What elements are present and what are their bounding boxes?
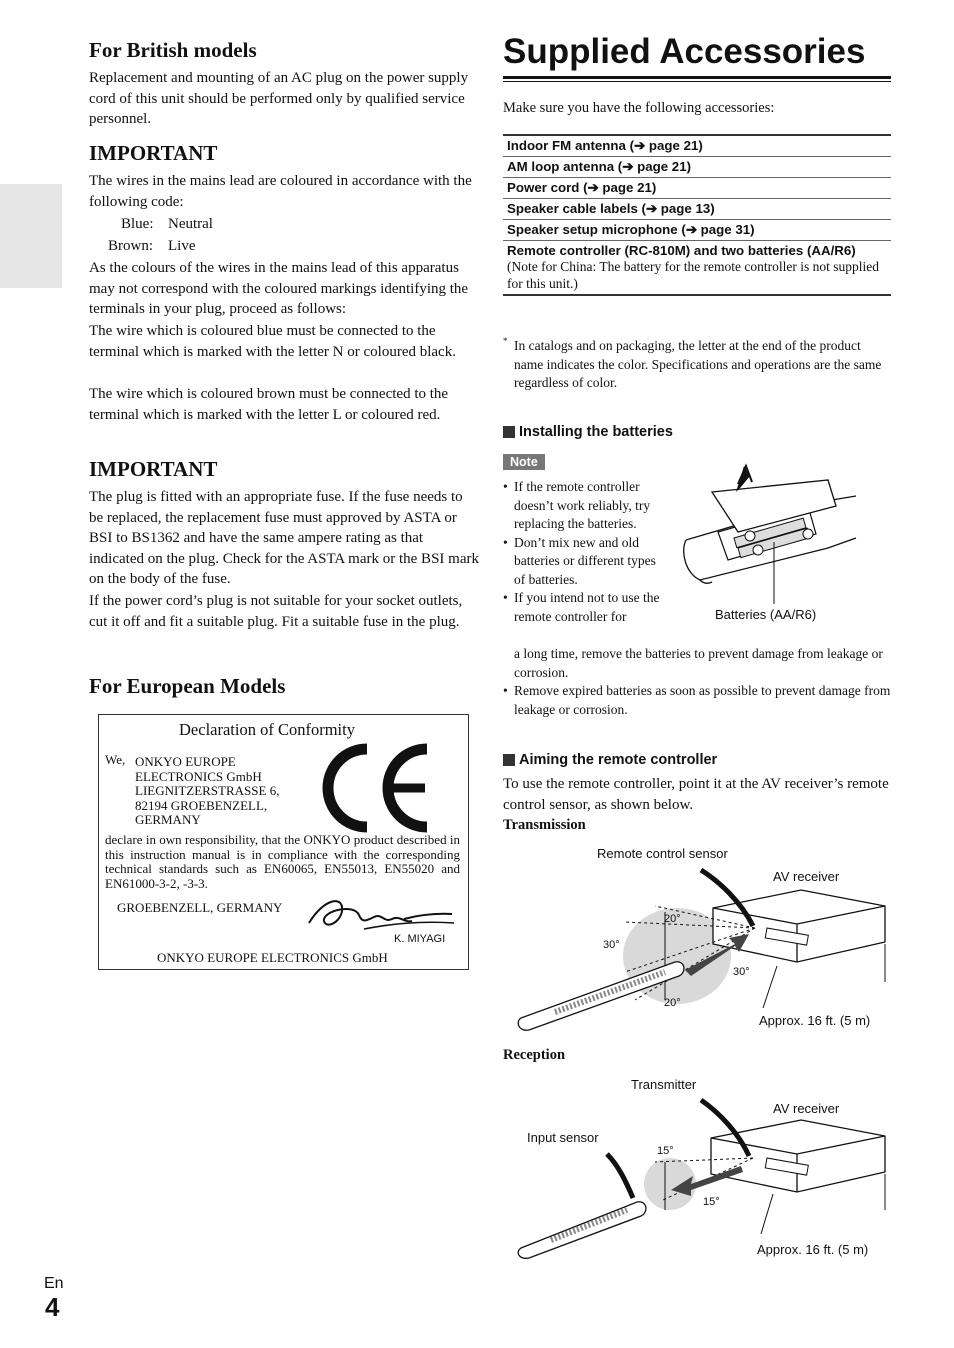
accessory-item-remote xyxy=(503,241,891,296)
rx-distance-label: Approx. 16 ft. (5 m) xyxy=(757,1242,869,1257)
rx-angle-label: 15° xyxy=(703,1196,720,1208)
brown-label: Brown: xyxy=(108,238,153,254)
tx-receiver-label: AV receiver xyxy=(773,869,840,884)
british-models-heading: For British models xyxy=(89,38,257,62)
declaration-title: Declaration of Conformity xyxy=(179,720,355,739)
signature-icon xyxy=(304,893,459,937)
rx-transmitter-label: Transmitter xyxy=(631,1077,697,1092)
bullet-text: If the remote controller doesn’t work reliably, try replacing the batteries. xyxy=(514,479,651,531)
important-paragraph-1: As the colours of the wires in the mains lead of this apparatus may not correspond with the coloured markings identifying the terminals in your plug, proceed as follows: xyxy=(89,260,469,317)
footnote-mark: * xyxy=(503,336,508,346)
accessory-item: AM loop antenna (➔ page 21) xyxy=(503,157,891,178)
tx-distance-label: Approx. 16 ft. (5 m) xyxy=(759,1013,871,1028)
aiming-text: To use the remote controller, point it at the AV receiver’s remote control sensor, as shown below. xyxy=(503,776,889,813)
batteries-label: Batteries (AA/R6) xyxy=(715,607,817,622)
address-line: ELECTRONICS GmbH xyxy=(135,768,262,784)
bullet-text: Remove expired batteries as soon as possible to prevent damage from leakage or corrosion. xyxy=(514,683,891,717)
important-paragraph-2: The wire which is coloured blue must be connected to the terminal which is marked with the letter N or coloured black. xyxy=(89,323,456,360)
rx-receiver-label: AV receiver xyxy=(773,1101,840,1116)
important-intro: The wires in the mains lead are coloured in accordance with the following code: xyxy=(89,173,472,210)
declaration-statement: declare in own responsibility, that the ONKYO product described in this instruction manual is in compliance with the corresponding technical standards such as EN60065, EN55013, EN55020 and EN61000-3-2, -3-3. xyxy=(105,832,460,891)
declaration-place: GROEBENZELL, GERMANY xyxy=(117,900,283,915)
footnote-text: In catalogs and on packaging, the letter at the end of the product name indicates the color. Specifications and operations are the same regardless of color. xyxy=(514,338,882,390)
accessory-item: Speaker cable labels (➔ page 13) xyxy=(503,199,891,220)
note-badge: Note xyxy=(503,454,545,470)
tx-angle-label: 30° xyxy=(733,966,750,978)
aiming-heading: Aiming the remote controller xyxy=(519,752,718,768)
page-number: 4 xyxy=(45,1292,60,1322)
declaration-signer: K. MIYAGI xyxy=(394,933,446,945)
european-models-heading: For European Models xyxy=(89,674,286,698)
important-heading-1: IMPORTANT xyxy=(89,141,218,165)
declaration-we: We, xyxy=(105,752,126,767)
accessory-item: Indoor FM antenna (➔ page 21) xyxy=(503,135,891,157)
side-tab xyxy=(0,184,62,288)
important-paragraph-3: The wire which is coloured brown must be connected to the terminal which is marked with the letter L or coloured red. xyxy=(89,386,449,423)
reception-diagram xyxy=(515,1092,891,1262)
declaration-address xyxy=(135,755,279,828)
page-title: Supplied Accessories xyxy=(503,32,866,71)
title-rule xyxy=(503,76,891,79)
transmission-label: Transmission xyxy=(503,817,586,833)
tx-angle-label: 20° xyxy=(664,913,681,925)
address-line: GERMANY xyxy=(135,812,201,827)
accessories-intro: Make sure you have the following accessories: xyxy=(503,100,775,116)
tx-sensor-label: Remote control sensor xyxy=(597,846,728,861)
accessory-item: Power cord (➔ page 21) xyxy=(503,178,891,199)
accessory-item: Speaker setup microphone (➔ page 31) xyxy=(503,220,891,241)
bullet-continuation: a long time, remove the batteries to prevent damage from leakage or corrosion. xyxy=(514,646,883,680)
list-item: • Remove expired batteries as soon as possible to prevent damage from leakage or corrosion. xyxy=(503,682,893,719)
batteries-heading: Installing the batteries xyxy=(519,424,673,440)
bullet-text: If you intend not to use the remote controller for xyxy=(514,590,660,624)
accessories-table xyxy=(503,134,891,296)
battery-notes-short xyxy=(503,478,663,626)
address-line: ONKYO EUROPE xyxy=(135,754,236,769)
section-square-icon xyxy=(503,754,515,766)
title-rule xyxy=(503,81,891,82)
blue-value: Neutral xyxy=(168,216,213,232)
rx-input-sensor-label: Input sensor xyxy=(527,1130,599,1145)
bullet-text: Don’t mix new and old batteries or different types of batteries. xyxy=(514,534,656,587)
tx-angle-label: 20° xyxy=(664,997,681,1009)
blue-label: Blue: xyxy=(121,216,154,232)
list-item: • If the remote controller doesn’t work reliably, try replacing the batteries. xyxy=(503,478,663,534)
list-item: • If you intend not to use the remote controller for xyxy=(503,589,663,626)
transmission-diagram xyxy=(515,862,891,1034)
address-line: 82194 GROEBENZELL, xyxy=(135,797,268,813)
rx-angle-label: 15° xyxy=(657,1145,674,1157)
section-square-icon xyxy=(503,426,515,438)
language-label: En xyxy=(44,1275,64,1292)
fuse-paragraph: The plug is fitted with an appropriate fuse. If the fuse needs to be replaced, the replacement fuse must approved by ASTA or BSI to BS1362 and have the same ampere rating as that indicated on the plug. Check for the ASTA mark or the BSI mark on the body of the fuse. xyxy=(89,489,479,587)
declaration-box xyxy=(98,714,469,970)
remote-item-note: (Note for China: The battery for the remote controller is not supplied for this unit.) xyxy=(507,259,880,291)
declaration-company: ONKYO EUROPE ELECTRONICS GmbH xyxy=(157,950,388,965)
british-models-text: Replacement and mounting of an AC plug on the power supply cord of this unit should be performed only by qualified service personnel. xyxy=(89,70,469,127)
tx-angle-label: 30° xyxy=(603,939,620,951)
address-line: LIEGNITZERSTRASSE 6, xyxy=(135,783,280,798)
reception-label: Reception xyxy=(503,1047,566,1063)
brown-value: Live xyxy=(168,238,196,254)
important-heading-2: IMPORTANT xyxy=(89,457,218,481)
remote-item-label: Remote controller (RC-810M) and two batteries (AA/R6) xyxy=(507,243,856,258)
plug-paragraph: If the power cord’s plug is not suitable for your socket outlets, cut it off and fit a suitable plug. Fit a suitable fuse in the plug. xyxy=(89,593,463,630)
list-item: • Don’t mix new and old batteries or different types of batteries. xyxy=(503,534,663,590)
battery-compartment-illustration xyxy=(678,462,858,612)
ce-mark-icon xyxy=(317,743,437,833)
